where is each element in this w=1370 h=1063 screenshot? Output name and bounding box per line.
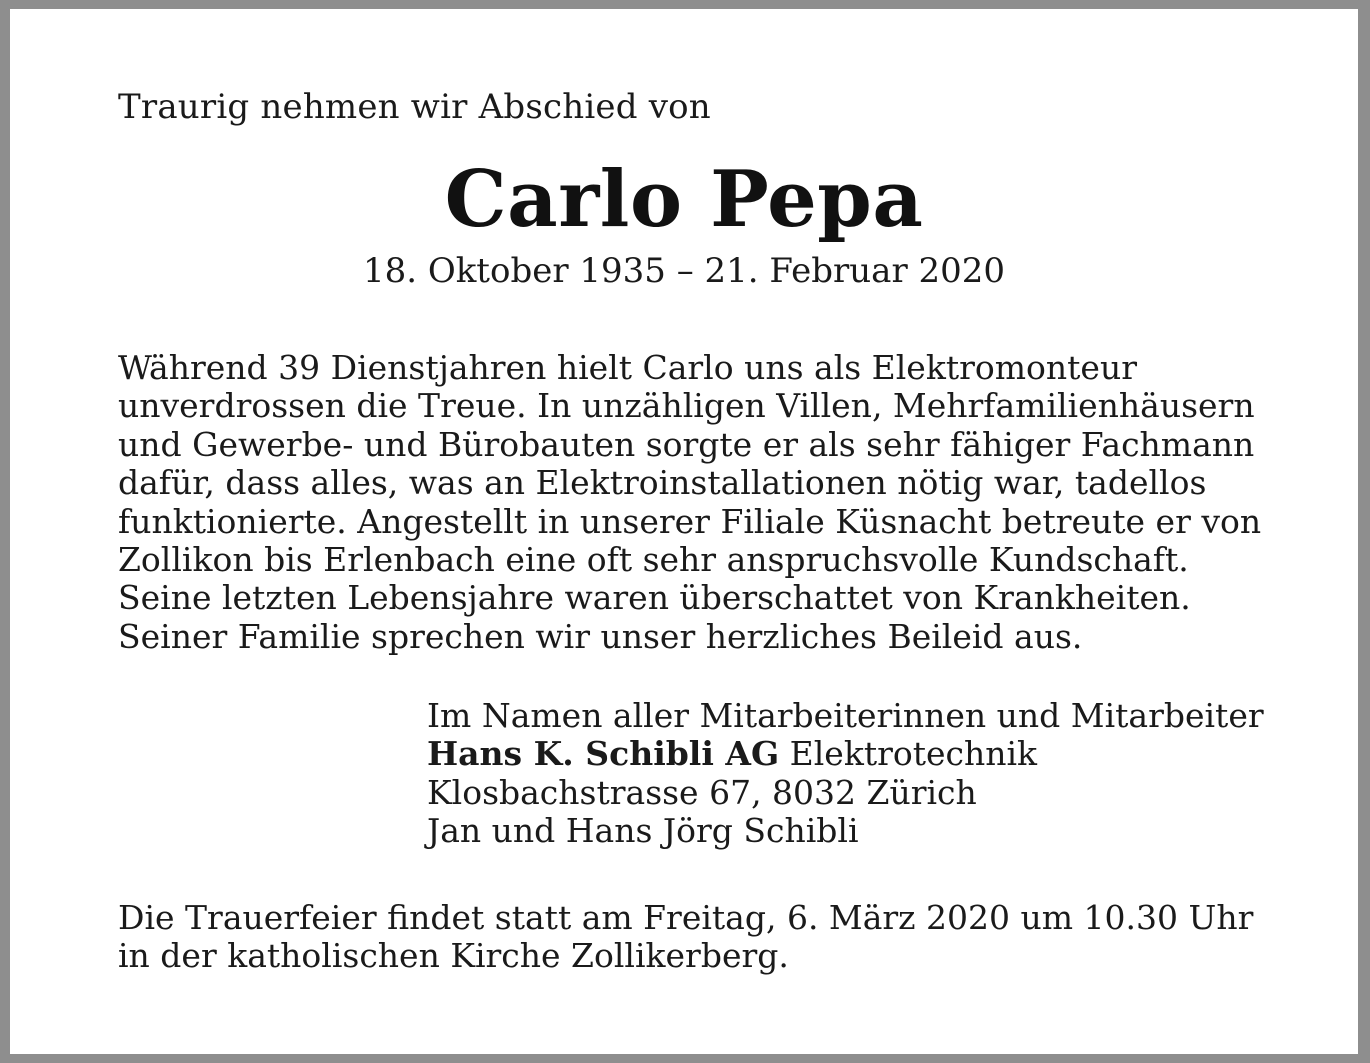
- intro-text: Traurig nehmen wir Abschied von: [118, 87, 711, 127]
- signature-intro: Im Namen aller Mitarbeiterinnen und Mitarbeiter: [427, 696, 1264, 735]
- tribute-line: unverdrossen die Treue. In unzähligen Villen, Mehrfamilienhäusern: [118, 386, 1255, 426]
- tribute-paragraph: [118, 349, 1278, 656]
- life-dates: 18. Oktober 1935 – 21. Februar 2020: [362, 251, 1006, 291]
- tribute-line: funktionierte. Angestellt in unserer Filiale Küsnacht betreute er von: [118, 501, 1262, 541]
- tribute-line: dafür, dass alles, was an Elektroinstallationen nötig war, tadellos: [118, 463, 1207, 503]
- tribute-line: Zollikon bis Erlenbach eine oft sehr anspruchsvolle Kundschaft.: [118, 540, 1189, 580]
- ceremony-line: in der katholischen Kirche Zollikerberg.: [118, 936, 789, 976]
- ceremony-info: [118, 899, 1253, 976]
- signature-names: Jan und Hans Jörg Schibli: [427, 811, 859, 851]
- company-name: Hans K. Schibli AG: [427, 734, 780, 774]
- signature-address: Klosbachstrasse 67, 8032 Zürich: [427, 772, 977, 812]
- signature-block: [427, 697, 1264, 851]
- tribute-line: Seine letzten Lebensjahre waren überschattet von Krankheiten.: [118, 578, 1191, 618]
- deceased-name: Carlo Pepa: [444, 154, 924, 245]
- obituary-notice: [10, 9, 1358, 1054]
- company-suffix: Elektrotechnik: [779, 734, 1038, 774]
- tribute-line: Seiner Familie sprechen wir unser herzliches Beileid aus.: [118, 616, 1083, 656]
- ceremony-line: Die Trauerfeier findet statt am Freitag, 6. März 2020 um 10.30 Uhr: [118, 898, 1254, 937]
- tribute-line: und Gewerbe- und Bürobauten sorgte er als sehr fähiger Fachmann: [118, 424, 1255, 464]
- tribute-line: Während 39 Dienstjahren hielt Carlo uns als Elektromonteur: [118, 348, 1137, 387]
- signature-company: [427, 735, 1264, 773]
